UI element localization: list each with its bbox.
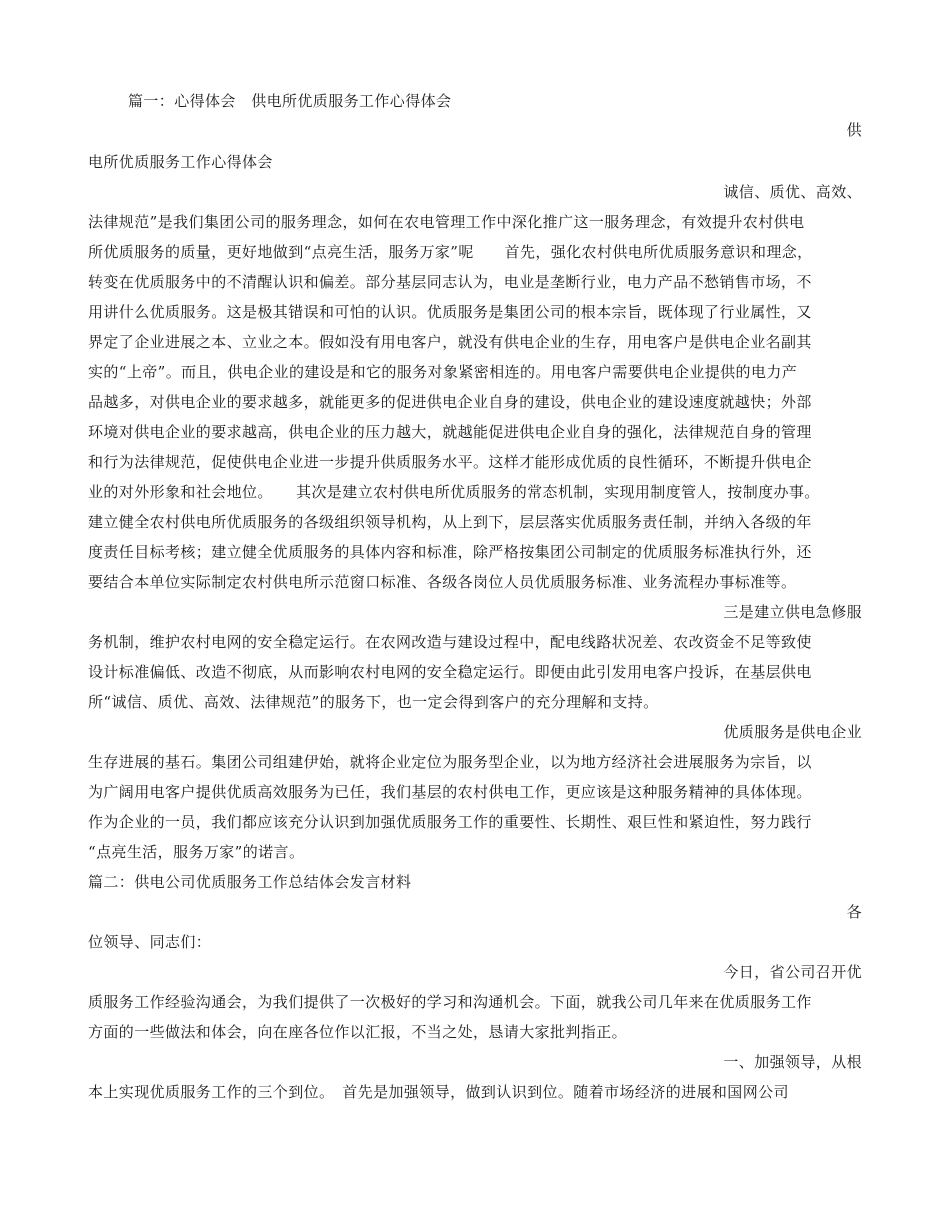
text-line: 要结合本单位实际制定农村供电所示范窗口标准、各级各岗位人员优质服务标准、业务流程办事标准等。 — [88, 573, 797, 591]
text-line: 建立健全农村供电所优质服务的各级组织领导机构，从上到下，层层落实优质服务责任制，并纳入各级的年 — [88, 513, 812, 531]
text-line: 业的对外形象和社会地位。 其次是建立农村供电所优质服务的常态机制，实现用制度管人，按制度办事。 — [88, 483, 820, 501]
text-line: 务机制，维护农村电网的安全稳定运行。在农网改造与建设过程中，配电线路状况差、农改资金不足等致使 — [88, 633, 812, 651]
text-line: 方面的一些做法和体会，向在座各位作以汇报，不当之处，恳请大家批判指正。 — [88, 1023, 628, 1041]
section-heading-1: 篇一：心得体会 供电所优质服务工作心得体会 — [128, 92, 452, 110]
text-line: 转变在优质服务中的不清醒认识和偏差。部分基层同志认为，电业是垄断行业，电力产品不愁销售市场，不 — [88, 273, 812, 291]
text-line: 各 — [846, 903, 862, 921]
text-line: 本上实现优质服务工作的三个到位。 首先是加强领导，做到认识到位。随着市场经济的进展和国网公司 — [88, 1083, 789, 1101]
text-line: 今日，省公司召开优 — [723, 963, 862, 981]
text-line: 诚信、质优、高效、 — [723, 183, 862, 201]
text-line: 电所优质服务工作心得体会 — [88, 153, 273, 171]
text-line: 作为企业的一员，我们都应该充分认识到加强优质服务工作的重要性、长期性、艰巨性和紧迫性，努力践行 — [88, 813, 812, 831]
text-line: 为广阔用电客户提供优质高效服务为已任，我们基层的农村供电工作，更应该是这种服务精神的具体体现。 — [88, 783, 812, 801]
text-line: 设计标准偏低、改造不彻底，从而影响农村电网的安全稳定运行。即便由此引发用电客户投诉，在基层供电 — [88, 663, 812, 681]
text-line: 位领导、同志们： — [88, 933, 212, 951]
text-line: 所优质服务的质量，更好地做到“点亮生活，服务万家”呢 首先，强化农村供电所优质服务意识和理念， — [88, 243, 813, 261]
text-line: 优质服务是供电企业 — [723, 723, 862, 741]
text-line: 法律规范”是我们集团公司的服务理念，如何在农电管理工作中深化推广这一服务理念，有效提升农村供电 — [88, 213, 805, 231]
text-line: 和行为法律规范，促使供电企业进一步提升供质服务水平。这样才能形成优质的良性循环，不断提升供电企 — [88, 453, 812, 471]
text-line: 一、加强领导，从根 — [723, 1053, 862, 1071]
text-line: 三是建立供电急修服 — [723, 603, 862, 621]
text-line: 环境对供电企业的要求越高，供电企业的压力越大，就越能促进供电企业自身的强化，法律规范自身的管理 — [88, 423, 812, 441]
text-line: 度责任目标考核；建立健全优质服务的具体内容和标准，除严格按集团公司制定的优质服务标准执行外，还 — [88, 543, 812, 561]
text-line: 所“诚信、质优、高效、法律规范”的服务下，也一定会得到客户的充分理解和支持。 — [88, 693, 659, 711]
text-line: 实的“上帝”。而且，供电企业的建设是和它的服务对象紧密相连的。用电客户需要供电企业提供的电力产 — [88, 363, 798, 381]
text-line: 质服务工作经验沟通会，为我们提供了一次极好的学习和沟通机会。下面，就我公司几年来在优质服务工作 — [88, 993, 812, 1011]
text-line: 品越多，对供电企业的要求越多，就能更多的促进供电企业自身的建设，供电企业的建设速度就越快；外部 — [88, 393, 812, 411]
text-line: 供 — [846, 121, 862, 139]
text-line: 生存进展的基石。集团公司组建伊始，就将企业定位为服务型企业，以为地方经济社会进展服务为宗旨，以 — [88, 753, 812, 771]
section-heading-2: 篇二：供电公司优质服务工作总结体会发言材料 — [88, 873, 412, 891]
text-line: “点亮生活，服务万家”的诺言。 — [88, 843, 305, 861]
text-line: 界定了企业进展之本、立业之本。假如没有用电客户，就没有供电企业的生存，用电客户是供电企业名副其 — [88, 333, 812, 351]
text-line: 用讲什么优质服务。这是极其错误和可怕的认识。优质服务是集团公司的根本宗旨，既体现了行业属性，又 — [88, 303, 812, 321]
